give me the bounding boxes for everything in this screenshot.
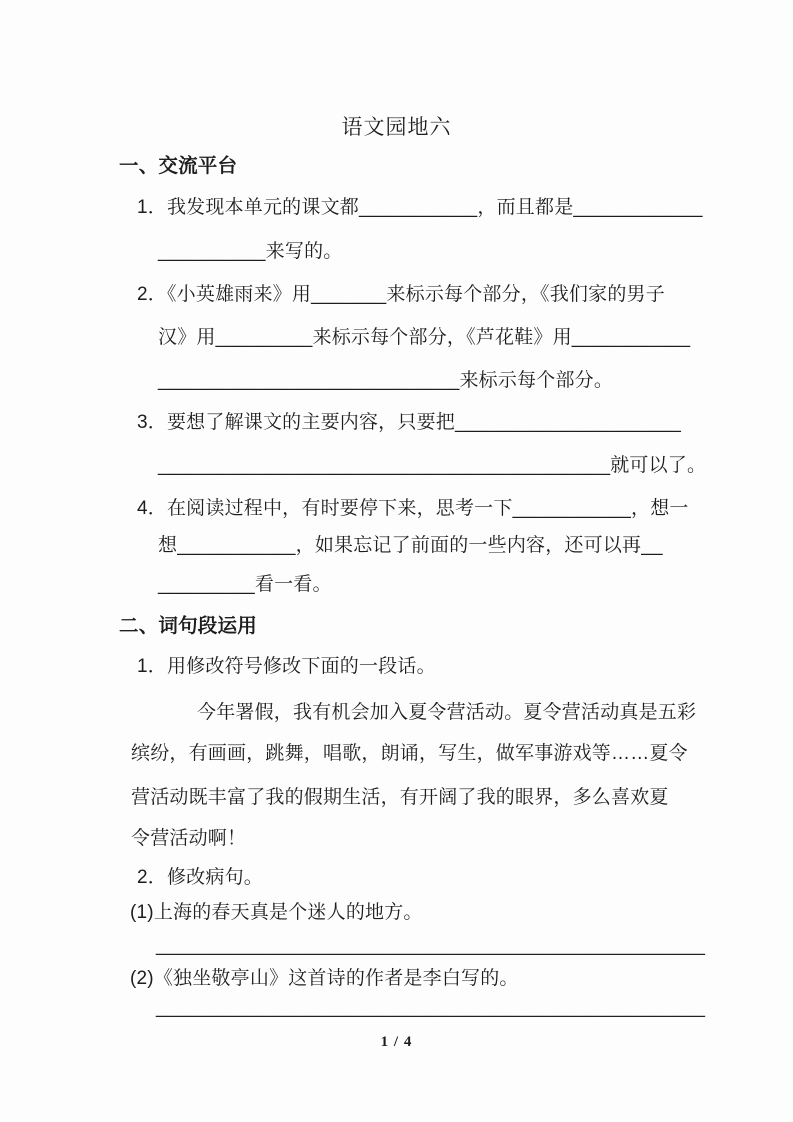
- section-2-heading: 二、词句段运用: [119, 615, 257, 637]
- paragraph-line-3: 营活动既丰富了我的假期生活，有开阔了我的眼界，多么喜欢夏: [131, 787, 669, 808]
- section-1-item-1-line-2: __________来写的。: [158, 241, 343, 262]
- section-1-item-4-line-3: _________看一看。: [158, 574, 332, 595]
- section-2-item-2-prompt: 2．修改病句。: [137, 867, 263, 888]
- section-1-item-1-line-1: 1．我发现本单元的课文都___________，而且都是____________: [137, 197, 703, 218]
- answer-blank-line-1: ___________________________________________________: [156, 935, 706, 956]
- paragraph-line-4: 令营活动啊！: [131, 828, 247, 849]
- paragraph-line-2: 缤纷，有画画，跳舞，唱歌，朗诵，写生，做军事游戏等……夏令: [131, 743, 688, 764]
- section-1-item-2-line-1: 2．《小英雄雨来》用_______来标示每个部分，《我们家的男子: [137, 284, 665, 305]
- sub-question-1: (1)上海的春天真是个迷人的地方。: [130, 902, 423, 923]
- sub-question-2: (2)《独坐敬亭山》这首诗的作者是李白写的。: [130, 968, 519, 989]
- paragraph-line-1: 今年署假，我有机会加入夏令营活动。夏令营活动真是五彩: [197, 702, 697, 723]
- section-1-heading: 一、交流平台: [119, 155, 238, 177]
- page-title: 语文园地六: [341, 116, 452, 139]
- section-1-item-4-line-2: 想___________，如果忘记了前面的一些内容，还可以再__: [158, 535, 663, 556]
- section-1-item-4-line-1: 4．在阅读过程中，有时要停下来，思考一下___________，想一: [137, 498, 689, 519]
- section-1-item-3-line-2: __________________________________________就可以了。: [158, 455, 707, 476]
- answer-blank-line-2: ___________________________________________________: [156, 997, 706, 1018]
- section-1-item-2-line-2: 汉》用_________来标示每个部分，《芦花鞋》用___________: [158, 327, 691, 348]
- section-2-item-1-prompt: 1．用修改符号修改下面的一段话。: [137, 656, 436, 677]
- page-number: 1 / 4: [380, 1034, 413, 1050]
- section-1-item-2-line-3: ____________________________来标示每个部分。: [158, 370, 614, 391]
- section-1-item-3-line-1: 3．要想了解课文的主要内容，只要把_____________________: [137, 412, 682, 433]
